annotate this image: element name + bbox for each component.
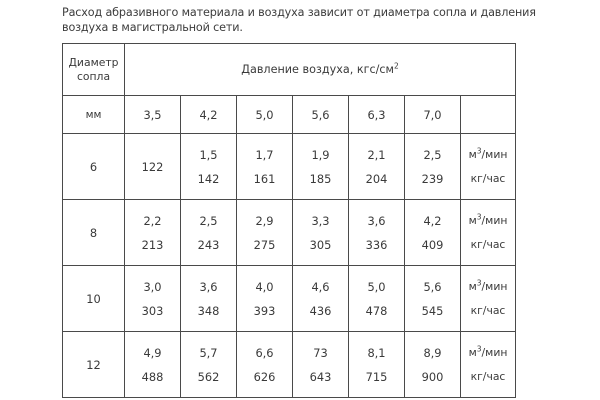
value-cell [125, 332, 181, 398]
unit-cell [461, 332, 516, 398]
air-value: 4,6 [311, 279, 330, 294]
abrasive-value: 305 [309, 237, 332, 252]
diameter-cell: 6 [63, 134, 125, 200]
units-row [63, 96, 516, 134]
abrasive-value: 545 [421, 303, 444, 318]
air-value: 3,0 [143, 279, 162, 294]
diameter-cell: 10 [63, 266, 125, 332]
value-cell [125, 266, 181, 332]
pressure-value: 5,0 [237, 96, 293, 134]
diameter-header-line1: Диаметр [68, 55, 119, 69]
abrasive-value: 715 [365, 369, 388, 384]
table-row [63, 200, 516, 266]
value-cell [237, 332, 293, 398]
pressure-value: 4,2 [181, 96, 237, 134]
value-cell [293, 200, 349, 266]
empty-cell [461, 96, 516, 134]
value-cell [405, 200, 461, 266]
abrasive-value: 303 [141, 303, 164, 318]
diameter-cell: 12 [63, 332, 125, 398]
table-row [63, 266, 516, 332]
unit-cell [461, 134, 516, 200]
pressure-header-text: Давление воздуха, кгс/см [241, 63, 394, 76]
air-value: 4,0 [255, 279, 274, 294]
air-value: 3,3 [311, 213, 330, 228]
value-cell [181, 332, 237, 398]
pressure-value: 6,3 [349, 96, 405, 134]
pressure-value: 3,5 [125, 96, 181, 134]
value-cell [237, 134, 293, 200]
abrasive-value: 436 [309, 303, 332, 318]
pressure-value: 5,6 [293, 96, 349, 134]
mm-label: мм [63, 96, 125, 134]
abrasive-value: 488 [141, 369, 164, 384]
air-value: 2,9 [255, 213, 274, 228]
air-value: 4,2 [423, 213, 442, 228]
value-cell [293, 266, 349, 332]
abrasive-value: 161 [253, 171, 276, 186]
abrasive-unit: кг/час [470, 369, 506, 383]
air-value: 2,5 [423, 147, 442, 162]
abrasive-value: 213 [141, 237, 164, 252]
air-value: 5,6 [423, 279, 442, 294]
value-cell [181, 200, 237, 266]
air-unit: $м^3$/мин [468, 145, 508, 161]
air-unit: $м^3$/мин [468, 277, 508, 293]
value-cell [349, 332, 405, 398]
abrasive-unit: кг/час [470, 171, 506, 185]
value-cell [349, 134, 405, 200]
single-value-cell: 122 [125, 134, 181, 200]
air-value: 8,1 [367, 345, 386, 360]
diameter-cell: 8 [63, 200, 125, 266]
abrasive-value: 239 [421, 171, 444, 186]
abrasive-value: 409 [421, 237, 444, 252]
pressure-value: 7,0 [405, 96, 461, 134]
table-row [63, 134, 516, 200]
abrasive-value: 348 [197, 303, 220, 318]
value-cell [237, 200, 293, 266]
abrasive-value: 275 [253, 237, 276, 252]
air-value: 5,0 [367, 279, 386, 294]
air-value: 73 [313, 345, 328, 360]
table-row [63, 332, 516, 398]
diameter-header [63, 44, 125, 96]
abrasive-unit: кг/час [470, 303, 506, 317]
abrasive-value: 643 [309, 369, 332, 384]
air-unit: $м^3$/мин [468, 343, 508, 359]
air-value: 3,6 [199, 279, 218, 294]
air-value: 2,2 [143, 213, 162, 228]
unit-cell [461, 266, 516, 332]
value-cell [405, 332, 461, 398]
unit-cell [461, 200, 516, 266]
air-value: 3,6 [367, 213, 386, 228]
abrasive-value: 478 [365, 303, 388, 318]
value-cell [181, 134, 237, 200]
abrasive-value: 562 [197, 369, 220, 384]
air-value: 4,9 [143, 345, 162, 360]
abrasive-value: 626 [253, 369, 276, 384]
abrasive-value: 204 [365, 171, 388, 186]
abrasive-unit: кг/час [470, 237, 506, 251]
air-value: 1,5 [199, 147, 218, 162]
value-cell [181, 266, 237, 332]
abrasive-value: 393 [253, 303, 276, 318]
air-value: 1,9 [311, 147, 330, 162]
nozzle-consumption-table [62, 43, 516, 398]
pressure-header-sup: 2 [393, 61, 399, 71]
value-cell [293, 134, 349, 200]
air-value: 8,9 [423, 345, 442, 360]
value-cell [349, 266, 405, 332]
air-value: 2,1 [367, 147, 386, 162]
abrasive-value: 185 [309, 171, 332, 186]
air-value: 6,6 [255, 345, 274, 360]
value-cell [125, 200, 181, 266]
value-cell [237, 266, 293, 332]
value-cell [405, 134, 461, 200]
air-unit: $м^3$/мин [468, 211, 508, 227]
value-cell [293, 332, 349, 398]
abrasive-value: 900 [421, 369, 444, 384]
header-row [63, 44, 516, 96]
air-value: 5,7 [199, 345, 218, 360]
abrasive-value: 243 [197, 237, 220, 252]
diameter-header-line2: сопла [76, 69, 111, 83]
abrasive-value: 336 [365, 237, 388, 252]
abrasive-value: 142 [197, 171, 220, 186]
pressure-header [125, 44, 516, 96]
intro-paragraph: Расход абразивного материала и воздуха зависит от диаметра сопла и давления воздуха в магистральной сети. [62, 6, 536, 34]
air-value: 2,5 [199, 213, 218, 228]
air-value: 1,7 [255, 147, 274, 162]
value-cell [349, 200, 405, 266]
value-cell [405, 266, 461, 332]
